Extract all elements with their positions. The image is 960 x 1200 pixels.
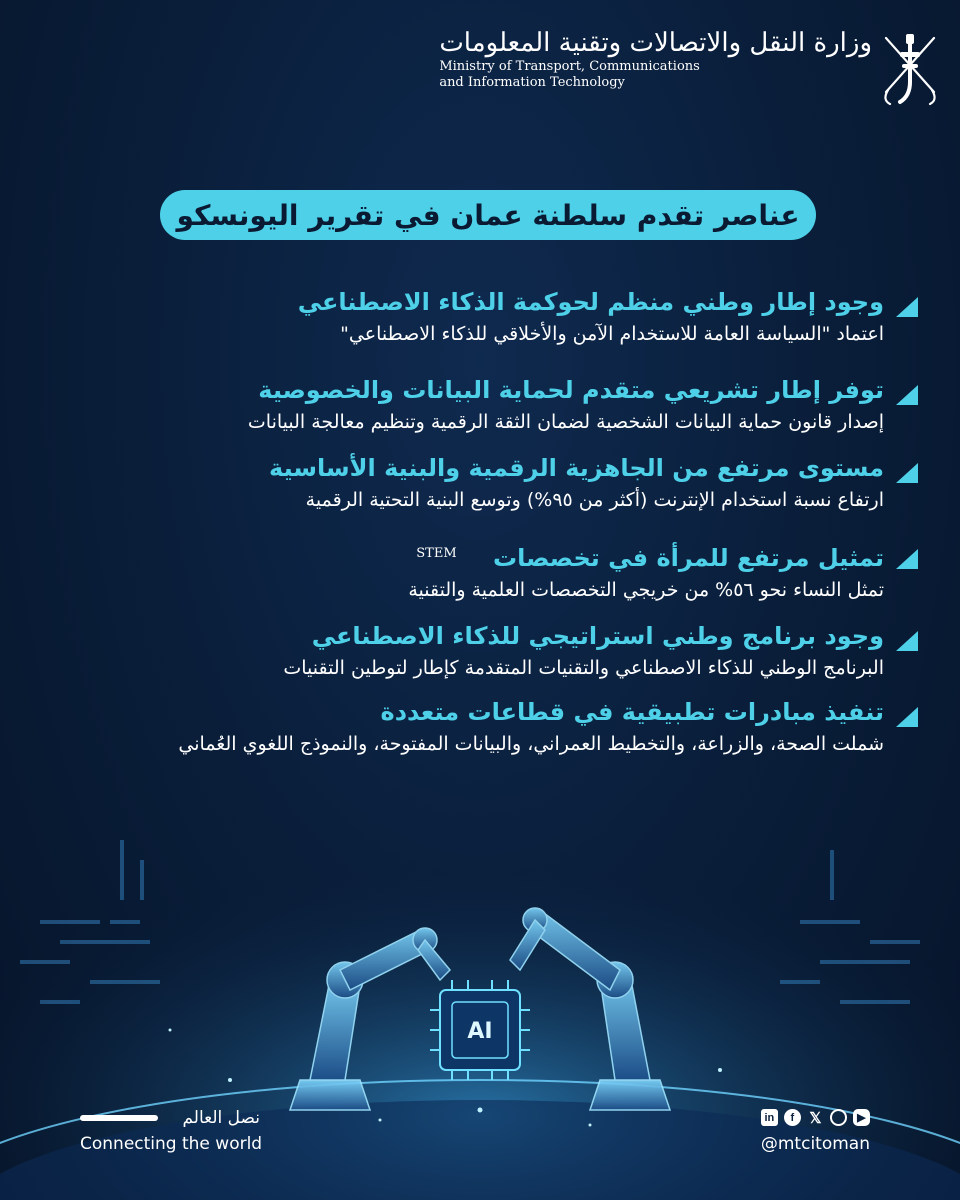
ministry-name-en-line2: and Information Technology — [439, 75, 625, 91]
social-icons — [761, 1109, 870, 1126]
ministry-name-en-line1: Ministry of Transport, Communications — [439, 59, 700, 75]
ministry-header — [439, 28, 872, 92]
list-item — [40, 695, 920, 760]
list-item — [40, 451, 920, 516]
instagram-icon[interactable] — [830, 1109, 847, 1126]
list-item — [40, 619, 920, 684]
item-heading: وجود برنامج وطني استراتيجي للذكاء الاصطناعي — [311, 622, 884, 650]
item-heading: وجود إطار وطني منظم لحوكمة الذكاء الاصطناعي — [297, 288, 884, 316]
item-heading: مستوى مرتفع من الجاهزية الرقمية والبنية الأساسية — [269, 454, 884, 482]
ai-chip-label: AI — [467, 1019, 493, 1044]
ministry-name-ar: وزارة النقل والاتصالات وتقنية المعلومات — [439, 28, 872, 58]
x-icon[interactable]: 𝕏 — [809, 1109, 822, 1127]
item-body: البرنامج الوطني للذكاء الاصطناعي والتقنيات المتقدمة كإطار لتوطين التقنيات — [283, 657, 884, 679]
ministry-name — [439, 28, 872, 92]
tagline — [80, 1108, 262, 1154]
triangle-bullet-icon — [896, 549, 918, 569]
item-body: إصدار قانون حماية البيانات الشخصية لضمان الثقة الرقمية وتنظيم معالجة البيانات — [247, 411, 884, 433]
item-heading: توفر إطار تشريعي متقدم لحماية البيانات والخصوصية — [258, 376, 884, 404]
tagline-en: Connecting the world — [80, 1134, 263, 1154]
list-item — [40, 285, 920, 350]
item-body: ارتفاع نسبة استخدام الإنترنت (أكثر من ٩٥%) وتوسع البنية التحتية الرقمية — [305, 489, 884, 511]
item-body: تمثل النساء نحو ٥٦% من خريجي التخصصات العلمية والتقنية — [408, 579, 884, 601]
item-body: شملت الصحة، والزراعة، والتخطيط العمراني، والبيانات المفتوحة، والنموذج اللغوي العُماني — [178, 733, 884, 755]
tagline-bar — [80, 1115, 158, 1121]
triangle-bullet-icon — [896, 297, 918, 317]
item-heading-suffix: STEM — [416, 546, 457, 561]
triangle-bullet-icon — [896, 707, 918, 727]
list-item — [40, 537, 920, 606]
ai-chip-icon — [430, 980, 530, 1080]
oman-emblem-icon — [878, 30, 942, 110]
triangle-bullet-icon — [896, 385, 918, 405]
tagline-ar: نصل العالم — [182, 1108, 260, 1128]
item-heading-text: تمثيل مرتفع للمرأة في تخصصات — [493, 544, 884, 572]
item-heading — [40, 537, 884, 575]
youtube-icon[interactable]: ▶ — [853, 1109, 870, 1126]
facebook-icon[interactable]: f — [784, 1109, 801, 1126]
triangle-bullet-icon — [896, 631, 918, 651]
linkedin-icon[interactable]: in — [761, 1109, 778, 1126]
item-heading: تنفيذ مبادرات تطبيقية في قطاعات متعددة — [380, 698, 884, 726]
social-handle[interactable]: @mtcitoman — [760, 1134, 870, 1154]
tagline-ar-row — [80, 1108, 260, 1128]
triangle-bullet-icon — [896, 463, 918, 483]
item-body: اعتماد "السياسة العامة للاستخدام الآمن والأخلاقي للذكاء الاصطناعي" — [340, 323, 884, 345]
page-title: عناصر تقدم سلطنة عمان في تقرير اليونسكو — [160, 190, 816, 240]
social-block — [761, 1109, 870, 1154]
list-item — [40, 373, 920, 438]
